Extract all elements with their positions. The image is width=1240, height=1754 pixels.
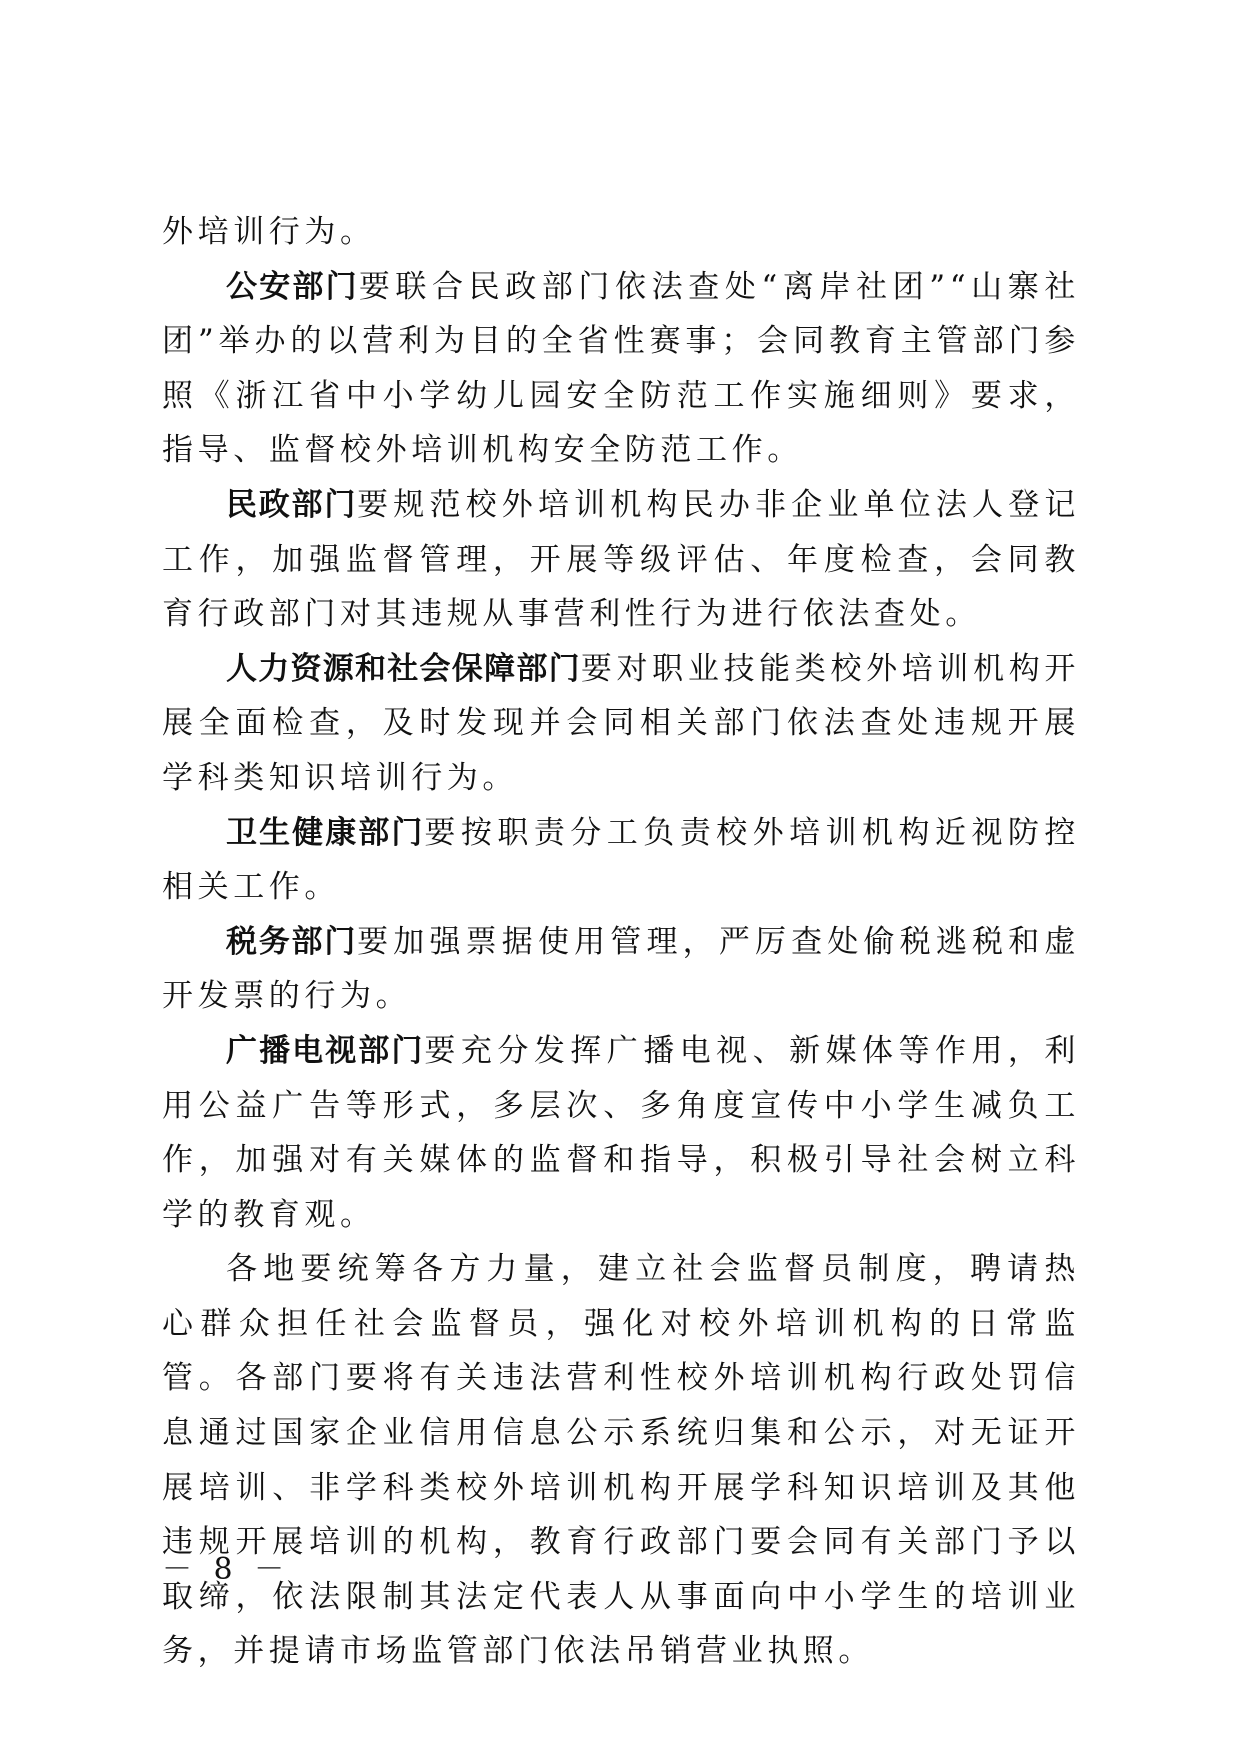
- department-heading: 民政部门: [226, 486, 358, 523]
- department-heading: 广播电视部门: [226, 1032, 425, 1069]
- paragraph-text: 要对职业技能类校外培训机构开展全面检查，及时发现并会同相关部门依法查处违规开展学科类知识培训行为。: [162, 650, 1080, 796]
- paragraph-civil-affairs: [162, 478, 1080, 642]
- document-body: [162, 205, 1080, 1679]
- paragraph-text: 要按职责分工负责校外培训机构近视防控相关工作。: [162, 814, 1080, 906]
- paragraph-public-security: [162, 260, 1080, 478]
- paragraph-text: 各地要统筹各方力量，建立社会监督员制度，聘请热心群众担任社会监督员，强化对校外培训机构的日常监管。各部门要将有关违法营利性校外培训机构行政处罚信息通过国家企业信用信息公示系统归集和公示，对无证开展培训、非学科类校外培训机构开展学科知识培训及其他违规开展培训的机构，教育行政部门要会同有关部门予以取缔，依法限制其法定代表人从事面向中小学生的培训业务，并提请市场监管部门依法吊销营业执照。: [162, 1251, 1080, 1670]
- paragraph-human-resources: [162, 642, 1080, 806]
- paragraph-broadcasting: [162, 1024, 1080, 1242]
- paragraph-text: 要充分发挥广播电视、新媒体等作用，利用公益广告等形式，多层次、多角度宣传中小学生减负工作，加强对有关媒体的监督和指导，积极引导社会树立科学的教育观。: [162, 1032, 1080, 1233]
- department-heading: 卫生健康部门: [226, 814, 425, 851]
- paragraph-text: 要加强票据使用管理，严厉查处偷税逃税和虚开发票的行为。: [162, 923, 1080, 1015]
- department-heading: 人力资源和社会保障部门: [226, 650, 581, 687]
- paragraph-health: [162, 806, 1080, 915]
- paragraph-text: 要联合民政部门依法查处“离岸社团”“山寨社团”举办的以营利为目的全省性赛事；会同教育主管部门参照《浙江省中小学幼儿园安全防范工作实施细则》要求，指导、监督校外培训机构安全防范工作。: [162, 268, 1080, 469]
- paragraph-text: 外培训行为。: [162, 214, 376, 250]
- paragraph-tax: [162, 915, 1080, 1024]
- department-heading: 税务部门: [226, 923, 358, 960]
- department-heading: 公安部门: [226, 268, 359, 305]
- paragraph-supervision: [162, 1242, 1080, 1679]
- paragraph-text: 要规范校外培训机构民办非企业单位法人登记工作，加强监督管理，开展等级评估、年度检查，会同教育行政部门对其违规从事营利性行为进行依法查处。: [162, 486, 1080, 633]
- page-number: － 8 －: [162, 1552, 291, 1587]
- paragraph-continuation: [162, 205, 1080, 260]
